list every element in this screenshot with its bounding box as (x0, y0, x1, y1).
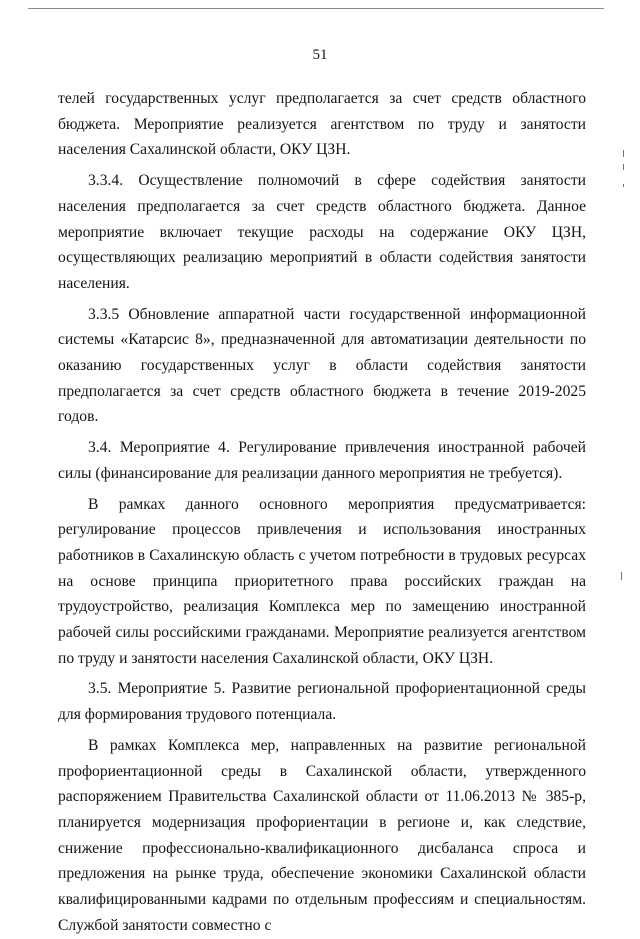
paragraph-3-3-5: 3.3.5 Обновление аппаратной части государственной информационной системы «Катарсис 8», предназначенной для автоматизации деятельности по оказанию государственных услуг в области содействия занятости предполагается за счет средств областного бюджета в течение 2019-2025 годов. (58, 305, 586, 426)
paragraph-3-3-4: 3.3.4. Осуществление полномочий в сфере содействия занятости населения предполагается за счет средств областного бюджета. Данное мероприятие включает текущие расходы на содержание ОКУ ЦЗН, осуществляющих реализацию мероприятий в области содействия занятости населения. (58, 172, 586, 292)
scan-mark (623, 184, 624, 187)
paragraph-3-5-details: В рамках Комплекса мер, направленных на развитие региональной профориентационной среды в Сахалинской области, утвержденного распоряжением Правительства Сахалинской области от 11.06.2013 № 385-р, планируется модернизация профориентации в регионе и, как следствие, снижение профессионально-квалификационного дисбаланса спроса и предложения на рынке труда, обеспечение экономики Сахалинской области квалифицированными кадрами по отдельным профессиям и специальностям. Службой занятости совместно с (58, 736, 586, 934)
scan-mark (623, 150, 624, 157)
paragraph-3-4: 3.4. Мероприятие 4. Регулирование привлечения иностранной рабочей силы (финансирование для реализации данного мероприятия не требуется). (58, 439, 586, 482)
paragraph-3-5: 3.5. Мероприятие 5. Развитие региональной профориентационной среды для формирования трудового потенциала. (58, 680, 586, 724)
scan-mark (621, 572, 622, 580)
scan-mark (623, 164, 624, 170)
page-number: 51 (312, 47, 328, 63)
top-border-line (28, 8, 604, 9)
body-text (58, 86, 586, 939)
paragraph-continuation: телей государственных услуг предполагается за счет средств областного бюджета. Мероприятие реализуется агентством по труду и занятости населения Сахалинской области, ОКУ ЦЗН. (58, 90, 586, 159)
paragraph-3-4-details: В рамках данного основного мероприятия предусматривается: регулирование процессов привлечения и использования иностранных работников в Сахалинскую область с учетом потребности в трудовых ресурсах на основе принципа приоритетного права российских граждан на трудоустройство, реализация Комплекса мер по замещению иностранной рабочей силы российскими гражданами. Мероприятие реализуется агентством по труду и занятости населения Сахалинской области, ОКУ ЦЗН. (58, 495, 586, 667)
